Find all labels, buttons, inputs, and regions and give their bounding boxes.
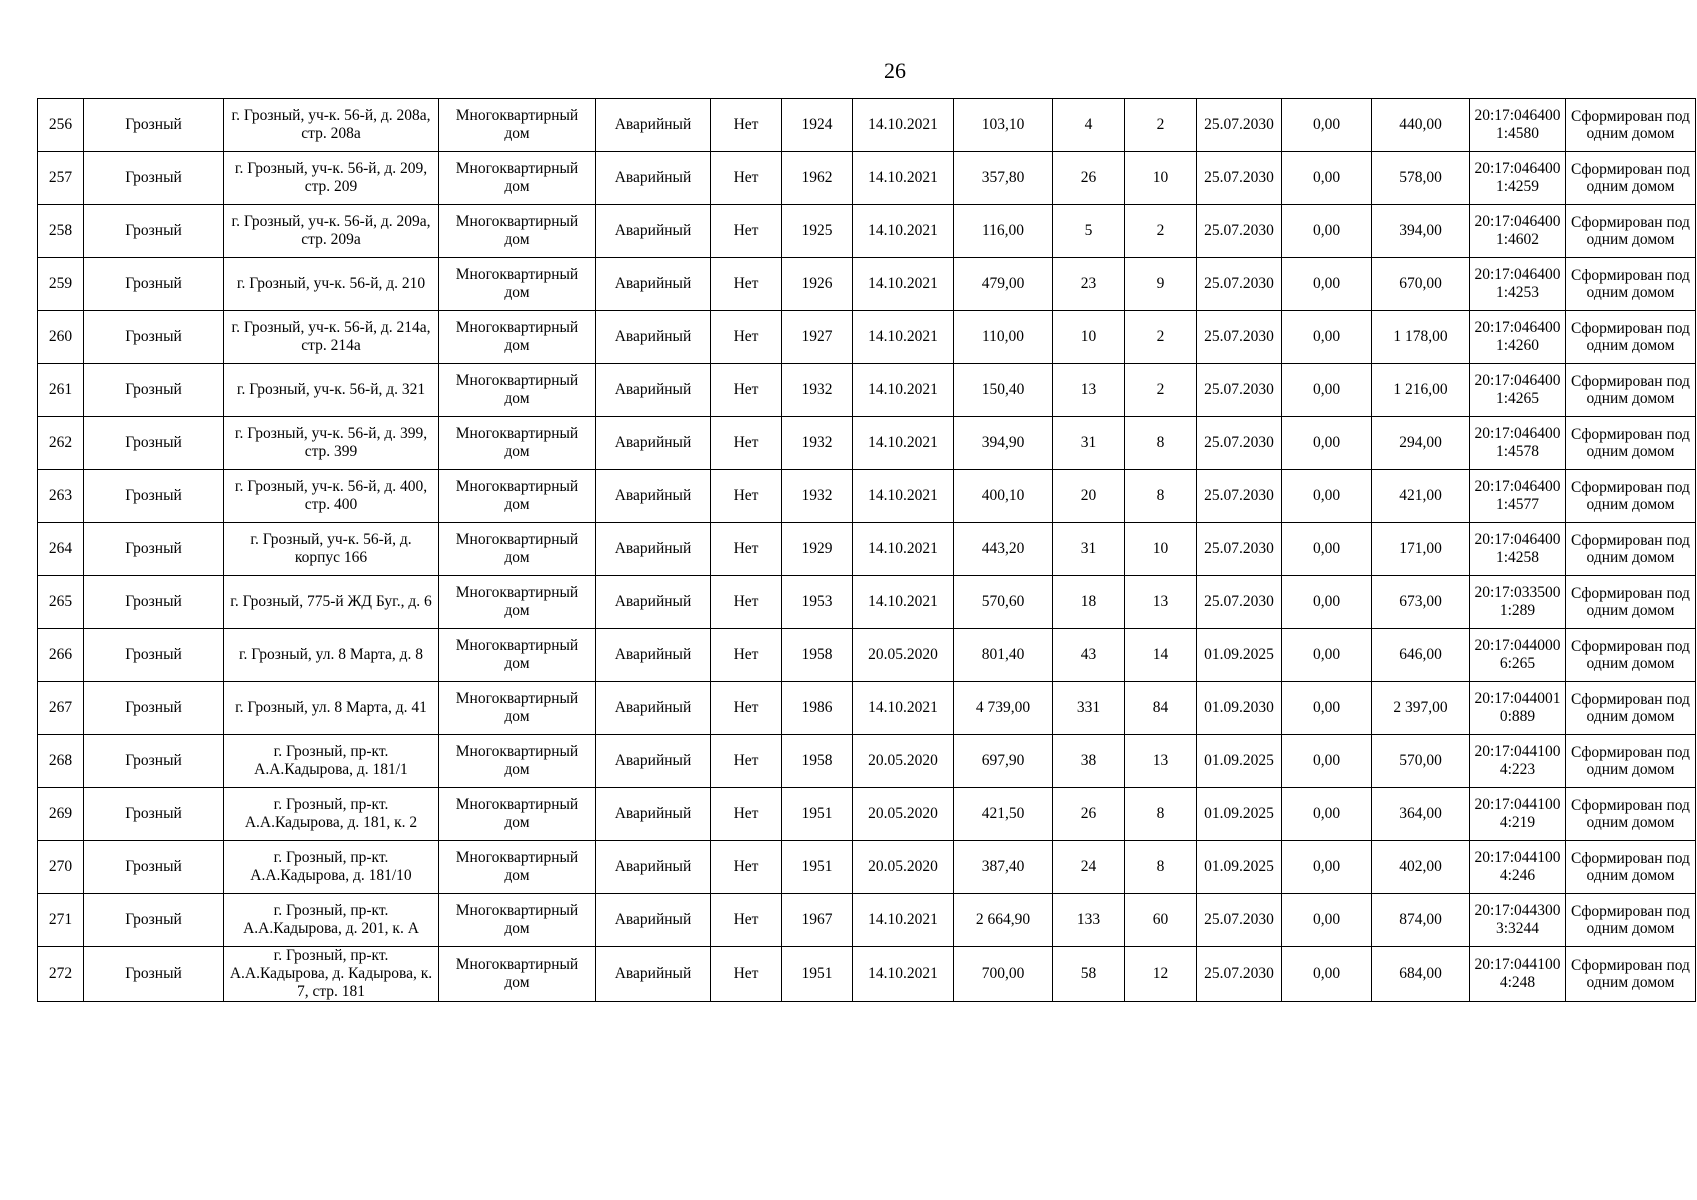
residents-cell: 26	[1053, 152, 1125, 205]
city-cell: Грозный	[84, 682, 224, 735]
document-date-cell: 20.05.2020	[853, 788, 954, 841]
flag-cell: Нет	[711, 894, 782, 947]
house-type-cell: Многоквартирный дом	[439, 364, 596, 417]
cadastral-number-cell: 20:17:0464001:4577	[1470, 470, 1566, 523]
area-cell: 357,80	[954, 152, 1053, 205]
year-cell: 1951	[782, 841, 853, 894]
condition-cell: Аварийный	[596, 205, 711, 258]
row-number: 256	[38, 99, 84, 152]
address-cell: г. Грозный, уч-к. 56-й, д. 400, стр. 400	[224, 470, 439, 523]
land-area-cell: 684,00	[1372, 947, 1470, 1002]
relocated-area-cell: 0,00	[1282, 841, 1372, 894]
cadastral-number-cell: 20:17:0335001:289	[1470, 576, 1566, 629]
apartments-cell: 2	[1125, 311, 1197, 364]
land-status-cell: Сформирован под одним домом	[1566, 258, 1696, 311]
address-cell: г. Грозный, уч-к. 56-й, д. 209а, стр. 209а	[224, 205, 439, 258]
relocated-area-cell: 0,00	[1282, 417, 1372, 470]
apartments-cell: 60	[1125, 894, 1197, 947]
condition-cell: Аварийный	[596, 735, 711, 788]
house-type-cell: Многоквартирный дом	[439, 311, 596, 364]
relocated-area-cell: 0,00	[1282, 629, 1372, 682]
document-date-cell: 20.05.2020	[853, 735, 954, 788]
table-row	[38, 735, 1696, 788]
flag-cell: Нет	[711, 417, 782, 470]
area-cell: 700,00	[954, 947, 1053, 1002]
condition-cell: Аварийный	[596, 523, 711, 576]
row-number: 269	[38, 788, 84, 841]
area-cell: 400,10	[954, 470, 1053, 523]
condition-cell: Аварийный	[596, 470, 711, 523]
table-row	[38, 258, 1696, 311]
area-cell: 2 664,90	[954, 894, 1053, 947]
row-number: 267	[38, 682, 84, 735]
land-area-cell: 2 397,00	[1372, 682, 1470, 735]
residents-cell: 24	[1053, 841, 1125, 894]
area-cell: 4 739,00	[954, 682, 1053, 735]
house-type-cell: Многоквартирный дом	[439, 894, 596, 947]
relocated-area-cell: 0,00	[1282, 311, 1372, 364]
row-number: 265	[38, 576, 84, 629]
relocated-area-cell: 0,00	[1282, 99, 1372, 152]
year-cell: 1958	[782, 735, 853, 788]
address-cell: г. Грозный, ул. 8 Марта, д. 41	[224, 682, 439, 735]
deadline-cell: 01.09.2025	[1197, 735, 1282, 788]
land-status-cell: Сформирован под одним домом	[1566, 682, 1696, 735]
document-date-cell: 14.10.2021	[853, 152, 954, 205]
document-date-cell: 14.10.2021	[853, 205, 954, 258]
land-area-cell: 421,00	[1372, 470, 1470, 523]
table-row	[38, 364, 1696, 417]
land-status-cell: Сформирован под одним домом	[1566, 99, 1696, 152]
residents-cell: 38	[1053, 735, 1125, 788]
year-cell: 1924	[782, 99, 853, 152]
area-cell: 150,40	[954, 364, 1053, 417]
cadastral-number-cell: 20:17:0464001:4578	[1470, 417, 1566, 470]
area-cell: 697,90	[954, 735, 1053, 788]
deadline-cell: 25.07.2030	[1197, 947, 1282, 1002]
apartments-cell: 2	[1125, 364, 1197, 417]
condition-cell: Аварийный	[596, 258, 711, 311]
table-row	[38, 682, 1696, 735]
document-date-cell: 14.10.2021	[853, 576, 954, 629]
year-cell: 1962	[782, 152, 853, 205]
cadastral-number-cell: 20:17:0441004:219	[1470, 788, 1566, 841]
house-type-cell: Многоквартирный дом	[439, 205, 596, 258]
area-cell: 443,20	[954, 523, 1053, 576]
deadline-cell: 25.07.2030	[1197, 311, 1282, 364]
land-area-cell: 570,00	[1372, 735, 1470, 788]
flag-cell: Нет	[711, 311, 782, 364]
apartments-cell: 8	[1125, 788, 1197, 841]
relocated-area-cell: 0,00	[1282, 470, 1372, 523]
document-date-cell: 14.10.2021	[853, 99, 954, 152]
land-area-cell: 440,00	[1372, 99, 1470, 152]
apartments-cell: 2	[1125, 99, 1197, 152]
area-cell: 570,60	[954, 576, 1053, 629]
house-type-cell: Многоквартирный дом	[439, 841, 596, 894]
land-status-cell: Сформирован под одним домом	[1566, 523, 1696, 576]
deadline-cell: 25.07.2030	[1197, 205, 1282, 258]
flag-cell: Нет	[711, 682, 782, 735]
flag-cell: Нет	[711, 629, 782, 682]
land-status-cell: Сформирован под одним домом	[1566, 417, 1696, 470]
land-area-cell: 394,00	[1372, 205, 1470, 258]
city-cell: Грозный	[84, 894, 224, 947]
land-area-cell: 673,00	[1372, 576, 1470, 629]
deadline-cell: 01.09.2030	[1197, 682, 1282, 735]
flag-cell: Нет	[711, 841, 782, 894]
deadline-cell: 25.07.2030	[1197, 258, 1282, 311]
row-number: 262	[38, 417, 84, 470]
row-number: 261	[38, 364, 84, 417]
residents-cell: 331	[1053, 682, 1125, 735]
land-status-cell: Сформирован под одним домом	[1566, 735, 1696, 788]
flag-cell: Нет	[711, 152, 782, 205]
flag-cell: Нет	[711, 205, 782, 258]
year-cell: 1951	[782, 788, 853, 841]
cadastral-number-cell: 20:17:0443003:3244	[1470, 894, 1566, 947]
condition-cell: Аварийный	[596, 152, 711, 205]
land-status-cell: Сформирован под одним домом	[1566, 894, 1696, 947]
condition-cell: Аварийный	[596, 417, 711, 470]
land-area-cell: 1 216,00	[1372, 364, 1470, 417]
document-date-cell: 14.10.2021	[853, 523, 954, 576]
condition-cell: Аварийный	[596, 788, 711, 841]
house-type-cell: Многоквартирный дом	[439, 417, 596, 470]
area-cell: 103,10	[954, 99, 1053, 152]
area-cell: 387,40	[954, 841, 1053, 894]
city-cell: Грозный	[84, 841, 224, 894]
city-cell: Грозный	[84, 735, 224, 788]
relocated-area-cell: 0,00	[1282, 205, 1372, 258]
address-cell: г. Грозный, пр-кт. А.А.Кадырова, д. 201, к. А	[224, 894, 439, 947]
condition-cell: Аварийный	[596, 311, 711, 364]
address-cell: г. Грозный, уч-к. 56-й, д. 321	[224, 364, 439, 417]
apartments-cell: 8	[1125, 470, 1197, 523]
flag-cell: Нет	[711, 364, 782, 417]
row-number: 268	[38, 735, 84, 788]
house-type-cell: Многоквартирный дом	[439, 152, 596, 205]
condition-cell: Аварийный	[596, 576, 711, 629]
row-number: 271	[38, 894, 84, 947]
row-number: 266	[38, 629, 84, 682]
residents-cell: 133	[1053, 894, 1125, 947]
cadastral-number-cell: 20:17:0464001:4253	[1470, 258, 1566, 311]
relocated-area-cell: 0,00	[1282, 735, 1372, 788]
cadastral-number-cell: 20:17:0441004:246	[1470, 841, 1566, 894]
land-area-cell: 578,00	[1372, 152, 1470, 205]
deadline-cell: 01.09.2025	[1197, 629, 1282, 682]
relocated-area-cell: 0,00	[1282, 364, 1372, 417]
housing-registry-table	[37, 98, 1696, 1002]
residents-cell: 31	[1053, 523, 1125, 576]
flag-cell: Нет	[711, 470, 782, 523]
table-row	[38, 311, 1696, 364]
apartments-cell: 84	[1125, 682, 1197, 735]
deadline-cell: 25.07.2030	[1197, 364, 1282, 417]
address-cell: г. Грозный, пр-кт. А.А.Кадырова, д. Кадырова, к. 7, стр. 181	[224, 947, 439, 1002]
cadastral-number-cell: 20:17:0441004:248	[1470, 947, 1566, 1002]
document-date-cell: 14.10.2021	[853, 311, 954, 364]
row-number: 270	[38, 841, 84, 894]
land-area-cell: 646,00	[1372, 629, 1470, 682]
residents-cell: 58	[1053, 947, 1125, 1002]
year-cell: 1953	[782, 576, 853, 629]
land-area-cell: 171,00	[1372, 523, 1470, 576]
city-cell: Грозный	[84, 311, 224, 364]
land-area-cell: 294,00	[1372, 417, 1470, 470]
condition-cell: Аварийный	[596, 99, 711, 152]
condition-cell: Аварийный	[596, 947, 711, 1002]
document-date-cell: 20.05.2020	[853, 841, 954, 894]
condition-cell: Аварийный	[596, 629, 711, 682]
year-cell: 1926	[782, 258, 853, 311]
area-cell: 421,50	[954, 788, 1053, 841]
residents-cell: 13	[1053, 364, 1125, 417]
table-row	[38, 205, 1696, 258]
table-row	[38, 841, 1696, 894]
land-status-cell: Сформирован под одним домом	[1566, 152, 1696, 205]
document-date-cell: 14.10.2021	[853, 682, 954, 735]
deadline-cell: 25.07.2030	[1197, 576, 1282, 629]
relocated-area-cell: 0,00	[1282, 788, 1372, 841]
year-cell: 1958	[782, 629, 853, 682]
table-row	[38, 629, 1696, 682]
land-area-cell: 670,00	[1372, 258, 1470, 311]
land-status-cell: Сформирован под одним домом	[1566, 788, 1696, 841]
cadastral-number-cell: 20:17:0464001:4258	[1470, 523, 1566, 576]
year-cell: 1967	[782, 894, 853, 947]
flag-cell: Нет	[711, 735, 782, 788]
cadastral-number-cell: 20:17:0464001:4602	[1470, 205, 1566, 258]
land-area-cell: 402,00	[1372, 841, 1470, 894]
apartments-cell: 13	[1125, 576, 1197, 629]
document-date-cell: 20.05.2020	[853, 629, 954, 682]
area-cell: 479,00	[954, 258, 1053, 311]
apartments-cell: 8	[1125, 841, 1197, 894]
cadastral-number-cell: 20:17:0464001:4580	[1470, 99, 1566, 152]
address-cell: г. Грозный, ул. 8 Марта, д. 8	[224, 629, 439, 682]
relocated-area-cell: 0,00	[1282, 947, 1372, 1002]
cadastral-number-cell: 20:17:0441004:223	[1470, 735, 1566, 788]
year-cell: 1932	[782, 470, 853, 523]
document-date-cell: 14.10.2021	[853, 258, 954, 311]
area-cell: 116,00	[954, 205, 1053, 258]
land-status-cell: Сформирован под одним домом	[1566, 841, 1696, 894]
cadastral-number-cell: 20:17:0464001:4259	[1470, 152, 1566, 205]
address-cell: г. Грозный, 775-й ЖД Буг., д. 6	[224, 576, 439, 629]
land-status-cell: Сформирован под одним домом	[1566, 364, 1696, 417]
residents-cell: 10	[1053, 311, 1125, 364]
flag-cell: Нет	[711, 99, 782, 152]
row-number: 272	[38, 947, 84, 1002]
table-row	[38, 788, 1696, 841]
house-type-cell: Многоквартирный дом	[439, 523, 596, 576]
table-row	[38, 894, 1696, 947]
table-row	[38, 99, 1696, 152]
deadline-cell: 25.07.2030	[1197, 99, 1282, 152]
land-status-cell: Сформирован под одним домом	[1566, 629, 1696, 682]
deadline-cell: 01.09.2025	[1197, 788, 1282, 841]
apartments-cell: 2	[1125, 205, 1197, 258]
condition-cell: Аварийный	[596, 364, 711, 417]
document-date-cell: 14.10.2021	[853, 894, 954, 947]
table-row	[38, 417, 1696, 470]
city-cell: Грозный	[84, 152, 224, 205]
condition-cell: Аварийный	[596, 682, 711, 735]
condition-cell: Аварийный	[596, 841, 711, 894]
relocated-area-cell: 0,00	[1282, 523, 1372, 576]
deadline-cell: 25.07.2030	[1197, 417, 1282, 470]
condition-cell: Аварийный	[596, 894, 711, 947]
year-cell: 1929	[782, 523, 853, 576]
page-number: 26	[884, 58, 906, 83]
house-type-cell: Многоквартирный дом	[439, 735, 596, 788]
row-number: 258	[38, 205, 84, 258]
deadline-cell: 25.07.2030	[1197, 152, 1282, 205]
residents-cell: 4	[1053, 99, 1125, 152]
land-area-cell: 364,00	[1372, 788, 1470, 841]
apartments-cell: 10	[1125, 523, 1197, 576]
deadline-cell: 01.09.2025	[1197, 841, 1282, 894]
land-area-cell: 1 178,00	[1372, 311, 1470, 364]
city-cell: Грозный	[84, 417, 224, 470]
deadline-cell: 25.07.2030	[1197, 894, 1282, 947]
house-type-cell: Многоквартирный дом	[439, 788, 596, 841]
residents-cell: 43	[1053, 629, 1125, 682]
row-number: 257	[38, 152, 84, 205]
city-cell: Грозный	[84, 364, 224, 417]
table-row	[38, 947, 1696, 1002]
document-date-cell: 14.10.2021	[853, 364, 954, 417]
address-cell: г. Грозный, пр-кт. А.А.Кадырова, д. 181/1	[224, 735, 439, 788]
row-number: 259	[38, 258, 84, 311]
relocated-area-cell: 0,00	[1282, 152, 1372, 205]
city-cell: Грозный	[84, 788, 224, 841]
area-cell: 110,00	[954, 311, 1053, 364]
residents-cell: 26	[1053, 788, 1125, 841]
flag-cell: Нет	[711, 576, 782, 629]
apartments-cell: 10	[1125, 152, 1197, 205]
address-cell: г. Грозный, уч-к. 56-й, д. 399, стр. 399	[224, 417, 439, 470]
row-number: 260	[38, 311, 84, 364]
house-type-cell: Многоквартирный дом	[439, 258, 596, 311]
apartments-cell: 13	[1125, 735, 1197, 788]
table-row	[38, 576, 1696, 629]
area-cell: 801,40	[954, 629, 1053, 682]
address-cell: г. Грозный, пр-кт. А.А.Кадырова, д. 181/10	[224, 841, 439, 894]
address-cell: г. Грозный, пр-кт. А.А.Кадырова, д. 181, к. 2	[224, 788, 439, 841]
relocated-area-cell: 0,00	[1282, 894, 1372, 947]
year-cell: 1932	[782, 364, 853, 417]
row-number: 264	[38, 523, 84, 576]
row-number: 263	[38, 470, 84, 523]
house-type-cell: Многоквартирный дом	[439, 470, 596, 523]
table-row	[38, 470, 1696, 523]
area-cell: 394,90	[954, 417, 1053, 470]
year-cell: 1986	[782, 682, 853, 735]
apartments-cell: 12	[1125, 947, 1197, 1002]
land-status-cell: Сформирован под одним домом	[1566, 470, 1696, 523]
cadastral-number-cell: 20:17:0464001:4260	[1470, 311, 1566, 364]
year-cell: 1932	[782, 417, 853, 470]
table-row	[38, 523, 1696, 576]
house-type-cell: Многоквартирный дом	[439, 576, 596, 629]
address-cell: г. Грозный, уч-к. 56-й, д. 210	[224, 258, 439, 311]
address-cell: г. Грозный, уч-к. 56-й, д. 214а, стр. 214а	[224, 311, 439, 364]
residents-cell: 5	[1053, 205, 1125, 258]
year-cell: 1925	[782, 205, 853, 258]
deadline-cell: 25.07.2030	[1197, 470, 1282, 523]
house-type-cell: Многоквартирный дом	[439, 682, 596, 735]
city-cell: Грозный	[84, 258, 224, 311]
city-cell: Грозный	[84, 523, 224, 576]
land-status-cell: Сформирован под одним домом	[1566, 947, 1696, 1002]
apartments-cell: 9	[1125, 258, 1197, 311]
document-date-cell: 14.10.2021	[853, 947, 954, 1002]
land-area-cell: 874,00	[1372, 894, 1470, 947]
city-cell: Грозный	[84, 629, 224, 682]
document-date-cell: 14.10.2021	[853, 417, 954, 470]
flag-cell: Нет	[711, 523, 782, 576]
city-cell: Грозный	[84, 576, 224, 629]
residents-cell: 31	[1053, 417, 1125, 470]
cadastral-number-cell: 20:17:0440006:265	[1470, 629, 1566, 682]
relocated-area-cell: 0,00	[1282, 258, 1372, 311]
year-cell: 1927	[782, 311, 853, 364]
house-type-cell: Многоквартирный дом	[439, 947, 596, 1002]
apartments-cell: 14	[1125, 629, 1197, 682]
land-status-cell: Сформирован под одним домом	[1566, 576, 1696, 629]
cadastral-number-cell: 20:17:0464001:4265	[1470, 364, 1566, 417]
document-date-cell: 14.10.2021	[853, 470, 954, 523]
city-cell: Грозный	[84, 99, 224, 152]
table-row	[38, 152, 1696, 205]
city-cell: Грозный	[84, 947, 224, 1002]
house-type-cell: Многоквартирный дом	[439, 99, 596, 152]
cadastral-number-cell: 20:17:0440010:889	[1470, 682, 1566, 735]
relocated-area-cell: 0,00	[1282, 682, 1372, 735]
land-status-cell: Сформирован под одним домом	[1566, 311, 1696, 364]
residents-cell: 20	[1053, 470, 1125, 523]
house-type-cell: Многоквартирный дом	[439, 629, 596, 682]
residents-cell: 18	[1053, 576, 1125, 629]
residents-cell: 23	[1053, 258, 1125, 311]
address-cell: г. Грозный, уч-к. 56-й, д. 208а, стр. 208а	[224, 99, 439, 152]
relocated-area-cell: 0,00	[1282, 576, 1372, 629]
year-cell: 1951	[782, 947, 853, 1002]
flag-cell: Нет	[711, 258, 782, 311]
deadline-cell: 25.07.2030	[1197, 523, 1282, 576]
apartments-cell: 8	[1125, 417, 1197, 470]
city-cell: Грозный	[84, 470, 224, 523]
city-cell: Грозный	[84, 205, 224, 258]
address-cell: г. Грозный, уч-к. 56-й, д. 209, стр. 209	[224, 152, 439, 205]
flag-cell: Нет	[711, 947, 782, 1002]
land-status-cell: Сформирован под одним домом	[1566, 205, 1696, 258]
address-cell: г. Грозный, уч-к. 56-й, д. корпус 166	[224, 523, 439, 576]
flag-cell: Нет	[711, 788, 782, 841]
